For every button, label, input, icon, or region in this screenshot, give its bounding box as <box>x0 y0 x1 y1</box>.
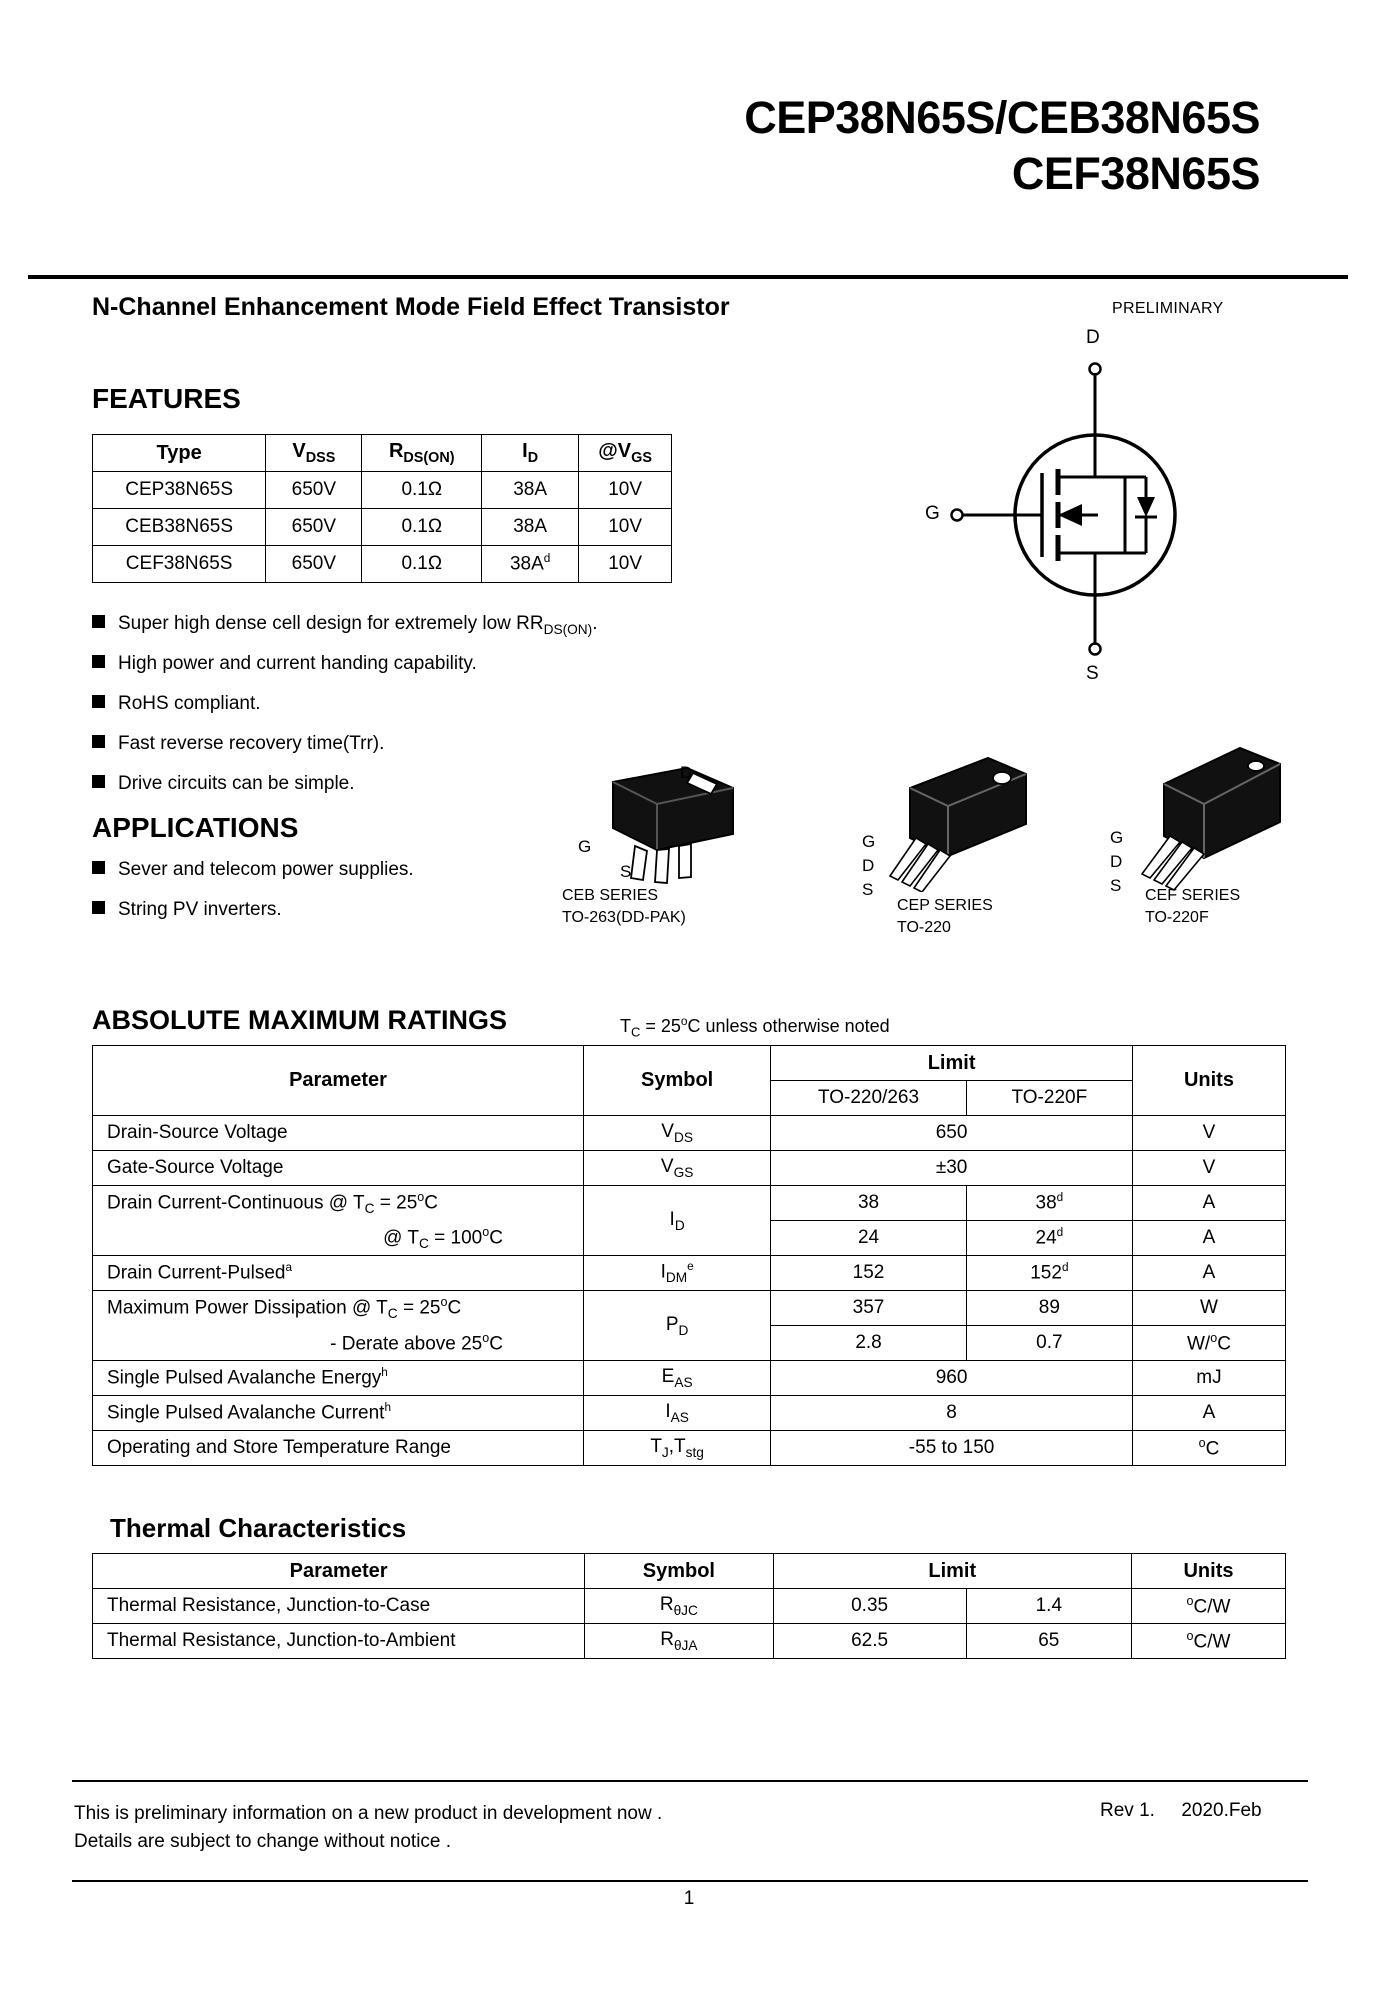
amr-limit-b-value: 152 <box>1030 1262 1062 1284</box>
package-code-cep: TO-220 <box>897 918 951 936</box>
amr-heading: ABSOLUTE MAXIMUM RATINGS <box>92 1005 507 1035</box>
header-divider <box>28 275 1348 279</box>
amr-parameter-footnote: h <box>384 1401 391 1415</box>
package-drawing-cef <box>1130 742 1290 897</box>
amr-symbol: $I_D$ <box>583 1186 770 1256</box>
amr-limit-b-footnote: d <box>1056 1191 1064 1205</box>
cell-vdss: 650V <box>266 472 362 509</box>
cell-type: CEF38N65S <box>93 546 266 583</box>
amr-symbol: $P_D$ <box>583 1291 770 1361</box>
amr-limit: 8 <box>771 1396 1133 1431</box>
table-row <box>93 546 672 583</box>
amr-limit: 650 <box>771 1116 1133 1151</box>
package-name-cep: CEP SERIES <box>897 897 993 914</box>
amr-parameter: @ $T_C = 100^oC$ <box>93 1221 584 1256</box>
bullet-square-icon <box>92 735 105 748</box>
bullet-square-icon <box>92 901 105 914</box>
features-table-header-row <box>93 435 672 472</box>
package-caption-ceb <box>562 885 686 928</box>
amr-symbol: $E_{AS}$ <box>583 1361 770 1396</box>
footer-revision <box>1100 1800 1262 1822</box>
amr-limit-a: 152 <box>771 1256 967 1291</box>
thermal-parameter: Thermal Resistance, Junction-to-Ambient <box>93 1624 585 1659</box>
amr-parameter <box>93 1361 584 1396</box>
amr-col-parameter: Parameter <box>93 1046 584 1116</box>
pin-label-d-cep: D <box>862 856 875 875</box>
application-bullet-2 <box>92 899 282 921</box>
application-bullet-2-text: String PV inverters. <box>118 899 282 920</box>
table-row <box>93 472 672 509</box>
title-line-1: CEP38N65S/CEB38N65S <box>744 92 1260 143</box>
thermal-limit-b: 65 <box>966 1624 1131 1659</box>
pin-label-g-cep: G <box>862 832 876 851</box>
amr-col-limit-to220-263: TO-220/263 <box>771 1081 967 1116</box>
cell-id: 38A <box>482 509 579 546</box>
mosfet-symbol-svg <box>930 355 1220 675</box>
thermal-col-limit: Limit <box>773 1554 1131 1589</box>
amr-units: mJ <box>1132 1361 1285 1396</box>
document-title <box>60 90 1260 203</box>
table-row <box>93 1116 1286 1151</box>
amr-limit-b <box>966 1256 1132 1291</box>
feature-bullet-4-text: Fast reverse recovery time(Trr). <box>118 733 385 754</box>
table-row <box>93 1291 1286 1326</box>
table-row <box>93 1589 1286 1624</box>
cell-vgs: 10V <box>579 546 672 583</box>
application-bullet-1-text: Sever and telecom power supplies. <box>118 859 414 880</box>
amr-symbol: $T_J,T_{stg}$ <box>583 1431 770 1466</box>
col-vgs: $@V_{GS}$ <box>579 435 672 472</box>
application-bullet-1 <box>92 859 414 881</box>
amr-limit-b-value: 38 <box>1035 1192 1057 1214</box>
page-number: 1 <box>683 1888 695 1909</box>
amr-units: $^o$C <box>1132 1431 1285 1466</box>
cell-vgs: 10V <box>579 509 672 546</box>
amr-limit-a: 24 <box>771 1221 967 1256</box>
cell-vdss: 650V <box>266 546 362 583</box>
cell-id <box>482 546 579 583</box>
bullet-square-icon <box>92 655 105 668</box>
table-row <box>93 1361 1286 1396</box>
thermal-characteristics-table <box>92 1553 1286 1659</box>
table-row <box>93 1396 1286 1431</box>
col-id: $I_D$ <box>482 435 579 472</box>
amr-parameter: - Derate above 25$^o$C <box>93 1326 584 1361</box>
amr-col-limit: Limit <box>771 1046 1133 1081</box>
table-row <box>93 1186 1286 1221</box>
cell-id-footnote: d <box>543 552 551 566</box>
amr-limit-a: 357 <box>771 1291 967 1326</box>
feature-bullet-1-text: Super high dense cell design for extremely low R <box>118 613 530 634</box>
thermal-limit-a: 0.35 <box>773 1589 966 1624</box>
preliminary-badge: PRELIMINARY <box>1112 300 1224 317</box>
thermal-heading: Thermal Characteristics <box>110 1513 407 1543</box>
thermal-units: $^o$C/W <box>1131 1589 1285 1624</box>
amr-parameter-footnote: h <box>381 1366 388 1380</box>
amr-units: A <box>1132 1221 1285 1256</box>
footer-divider-bottom <box>72 1880 1308 1882</box>
amr-limit-b-footnote: d <box>1056 1226 1064 1240</box>
bullet-square-icon <box>92 615 105 628</box>
col-vdss: $V_{DSS}$ <box>266 435 362 472</box>
amr-units: W/$^o$C <box>1132 1326 1285 1361</box>
cell-id-value: 38A <box>509 553 544 575</box>
feature-bullet-5 <box>92 773 355 795</box>
amr-parameter: Maximum Power Dissipation @ $T_C = 25^oC$ <box>93 1291 584 1326</box>
amr-limit-b <box>966 1186 1132 1221</box>
package-caption-cef <box>1145 885 1240 928</box>
thermal-limit-b: 1.4 <box>966 1589 1131 1624</box>
footer-divider-top <box>72 1780 1308 1782</box>
amr-limit-b <box>966 1221 1132 1256</box>
pin-label-g-ceb: G <box>578 837 592 856</box>
features-heading: FEATURES <box>92 383 241 414</box>
pin-label-s-ceb: S <box>620 862 632 881</box>
document-subtitle: N-Channel Enhancement Mode Field Effect Transistor <box>92 293 730 321</box>
symbol-drain-label: D <box>1086 327 1100 348</box>
amr-symbol: $V_{GS}$ <box>583 1151 770 1186</box>
package-drawing-ceb <box>595 760 755 895</box>
feature-bullet-5-text: Drive circuits can be simple. <box>118 773 355 794</box>
amr-parameter: Drain Current-Continuous @ $T_C = 25^oC$ <box>93 1186 584 1221</box>
amr-parameter-text: Drain Current-Pulsed <box>107 1262 286 1284</box>
amr-symbol: $I_{DM}^e$ <box>583 1256 770 1291</box>
amr-units: A <box>1132 1186 1285 1221</box>
bullet-square-icon <box>92 695 105 708</box>
cell-rdson: 0.1Ω <box>362 546 482 583</box>
amr-limit-b: 0.7 <box>966 1326 1132 1361</box>
symbol-gate-label: G <box>925 503 940 524</box>
thermal-col-parameter: Parameter <box>93 1554 585 1589</box>
amr-limit-b: 89 <box>966 1291 1132 1326</box>
amr-limit: ±30 <box>771 1151 1133 1186</box>
pin-label-d-ceb: D <box>680 763 693 782</box>
amr-parameter <box>93 1396 584 1431</box>
amr-parameter-text: Single Pulsed Avalanche Energy <box>107 1367 382 1389</box>
bullet-square-icon <box>92 861 105 874</box>
table-row <box>93 1624 1286 1659</box>
package-name-cef: CEF SERIES <box>1145 887 1241 904</box>
amr-header-row-1 <box>93 1046 1286 1081</box>
amr-col-units: Units <box>1132 1046 1285 1116</box>
amr-limit-a: 38 <box>771 1186 967 1221</box>
amr-parameter: Drain-Source Voltage <box>93 1116 584 1151</box>
feature-bullet-3 <box>92 693 261 715</box>
amr-limit: 960 <box>771 1361 1133 1396</box>
feature-bullet-2-text: High power and current handing capability. <box>118 653 477 674</box>
col-type: Type <box>93 435 266 472</box>
mosfet-symbol-diagram <box>925 327 1220 684</box>
to263-package-icon <box>595 760 755 890</box>
thermal-col-units: Units <box>1131 1554 1285 1589</box>
thermal-units: $^o$C/W <box>1131 1624 1285 1659</box>
footer-note-line-2: Details are subject to change without notice . <box>74 1830 452 1852</box>
thermal-col-symbol: Symbol <box>585 1554 773 1589</box>
footer-note <box>74 1800 662 1855</box>
amr-limit-a: 2.8 <box>771 1326 967 1361</box>
title-line-2: CEF38N65S <box>1011 148 1260 200</box>
cell-type: CEP38N65S <box>93 472 266 509</box>
package-name-ceb: CEB SERIES <box>562 887 659 904</box>
amr-parameter-text: Single Pulsed Avalanche Current <box>107 1402 385 1424</box>
to220-package-icon <box>880 752 1040 892</box>
thermal-symbol: $R_{\theta JC}$ <box>585 1589 773 1624</box>
amr-parameter-footnote: a <box>285 1261 293 1275</box>
thermal-parameter: Thermal Resistance, Junction-to-Case <box>93 1589 585 1624</box>
to220f-package-icon <box>1130 742 1290 892</box>
footer-revision-date: 2020.Feb <box>1181 1800 1262 1821</box>
bullet-square-icon <box>92 775 105 788</box>
amr-units: A <box>1132 1256 1285 1291</box>
amr-parameter: Operating and Store Temperature Range <box>93 1431 584 1466</box>
package-drawing-cep <box>880 752 1040 897</box>
pin-label-s-cef: S <box>1110 876 1122 895</box>
amr-parameter <box>93 1256 584 1291</box>
package-code-ceb: TO-263(DD-PAK) <box>562 908 686 926</box>
amr-units: W <box>1132 1291 1285 1326</box>
amr-units: A <box>1132 1396 1285 1431</box>
amr-limit-b-footnote: d <box>1061 1261 1069 1275</box>
feature-bullet-4 <box>92 733 384 755</box>
feature-bullet-3-text: RoHS compliant. <box>118 693 261 714</box>
feature-bullet-1: Super high dense cell design for extremely low $RR_{DS(ON)}$. <box>92 613 598 637</box>
table-row <box>93 1431 1286 1466</box>
col-rdson: $R_{DS(ON)}$ <box>362 435 482 472</box>
package-caption-cep <box>897 895 993 938</box>
cell-rdson: 0.1Ω <box>362 472 482 509</box>
cell-vdss: 650V <box>266 509 362 546</box>
amr-col-symbol: Symbol <box>583 1046 770 1116</box>
cell-id: 38A <box>482 472 579 509</box>
pin-label-g-cef: G <box>1110 828 1124 847</box>
amr-limit-b-value: 24 <box>1035 1227 1057 1249</box>
thermal-limit-a: 62.5 <box>773 1624 966 1659</box>
thermal-header-row <box>93 1554 1286 1589</box>
table-row <box>93 1256 1286 1291</box>
table-row <box>93 1151 1286 1186</box>
cell-vgs: 10V <box>579 472 672 509</box>
amr-condition-note: $T_C = 25^oC$ unless otherwise noted <box>620 1014 890 1040</box>
amr-parameter: Gate-Source Voltage <box>93 1151 584 1186</box>
cell-rdson: 0.1Ω <box>362 509 482 546</box>
footer-revision-number: Rev 1. <box>1100 1800 1155 1821</box>
amr-symbol: $I_{AS}$ <box>583 1396 770 1431</box>
amr-col-limit-to220f: TO-220F <box>966 1081 1132 1116</box>
absolute-maximum-ratings-table <box>92 1045 1286 1466</box>
applications-heading: APPLICATIONS <box>92 812 299 843</box>
package-code-cef: TO-220F <box>1145 908 1209 926</box>
footer-note-line-1: This is preliminary information on a new product in development now . <box>74 1803 663 1824</box>
features-table <box>92 434 672 583</box>
cell-type: CEB38N65S <box>93 509 266 546</box>
pin-label-s-cep: S <box>862 880 874 899</box>
symbol-source-label: S <box>1086 663 1099 684</box>
table-row <box>93 509 672 546</box>
amr-limit: -55 to 150 <box>771 1431 1133 1466</box>
feature-bullet-2 <box>92 653 477 675</box>
thermal-symbol: $R_{\theta JA}$ <box>585 1624 773 1659</box>
pin-label-d-cef: D <box>1110 852 1123 871</box>
amr-units: V <box>1132 1116 1285 1151</box>
amr-units: V <box>1132 1151 1285 1186</box>
amr-symbol: $V_{DS}$ <box>583 1116 770 1151</box>
